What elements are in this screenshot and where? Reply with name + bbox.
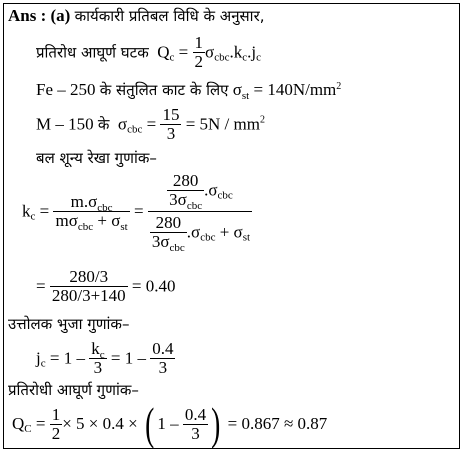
kc-inner-den: $\frac{280}{3\sigma_{cbc}}$ xyxy=(151,213,185,254)
qc-formula: प्रतिरोध आघूर्ण घटक $Q_c$ = $\frac{1}{2}$ $\sigma_{cbc}.k_c.j_c$ xyxy=(36,33,261,71)
kc-inner-num: $\frac{280}{3\sigma_{cbc}}$ xyxy=(169,171,203,212)
qc-inner-fraction: $\frac{0.4}{3}$ xyxy=(184,404,207,443)
fe250-line: Fe – 250 के संतुलित काट के लिए $\sigma_{st} = 140N/mm^2$ xyxy=(36,80,342,102)
kc-result: = $\frac{280/3}{280/3+140}$ = 0.40 xyxy=(36,267,176,305)
ans-label: Ans : xyxy=(8,6,47,25)
kc-formula: $k_c$ = $\frac{m.\sigma_{cbc}}{m\sigma_{cbc} + \sigma_{st}}$ = $\frac{280}{3\sigma_{cbc}}$ $.\sigma_{cbc}$ $\frac{280}{3\sigma_{cbc}}$ $.\sigma_{cbc} + \sigma_{st}$ xyxy=(22,171,251,254)
moment-coefficient-label: प्रतिरोधी आघूर्ण गुणांक– xyxy=(8,381,139,399)
qc-half: $\frac{1}{2}$ xyxy=(51,404,61,443)
jc-formula: $j_c = 1$ – $\frac{k_c}{3}$ = 1 – $\frac{0.4}{3}$ xyxy=(36,339,174,377)
kc-fraction-1: $\frac{m.\sigma_{cbc}}{m\sigma_{cbc} + \sigma_{st}}$ xyxy=(55,192,128,233)
half-fraction: $\frac{1}{2}$ xyxy=(194,33,204,71)
qc-final-formula: $Q_C$ = $\frac{1}{2}$ × 5 × 0.4 × ( 1 – $\frac{0.4}{3}$ ) = 0.867 ≈ 0.87 xyxy=(12,398,328,449)
kc-numeric-fraction: $\frac{280/3}{280/3+140}$ xyxy=(51,267,126,305)
neutral-axis-label: बल शून्य रेखा गुणांक– xyxy=(36,149,157,167)
fifteen-thirds: $\frac{15}{3}$ xyxy=(162,105,180,143)
qc-label: प्रतिरोध आघूर्ण घटक xyxy=(36,43,149,62)
header-title: कार्यकारी प्रतिबल विधि के अनुसार, xyxy=(74,7,265,25)
m150-line: M – 150 के $\sigma_{cbc}$ = $\frac{15}{3}$ = $5N / mm^2$ xyxy=(36,105,265,143)
lever-arm-label: उत्तोलक भुजा गुणांक– xyxy=(8,315,130,333)
kc-over-3: $\frac{k_c}{3}$ xyxy=(91,339,105,377)
part-label: (a) xyxy=(50,6,71,25)
kc-fraction-2: $\frac{280}{3\sigma_{cbc}}$ $.\sigma_{cbc}$ $\frac{280}{3\sigma_{cbc}}$ $.\sigma_{cbc} + \sigma_{st}$ xyxy=(148,172,252,251)
answer-header xyxy=(8,6,264,26)
point4-over-3: $\frac{0.4}{3}$ xyxy=(152,339,174,377)
